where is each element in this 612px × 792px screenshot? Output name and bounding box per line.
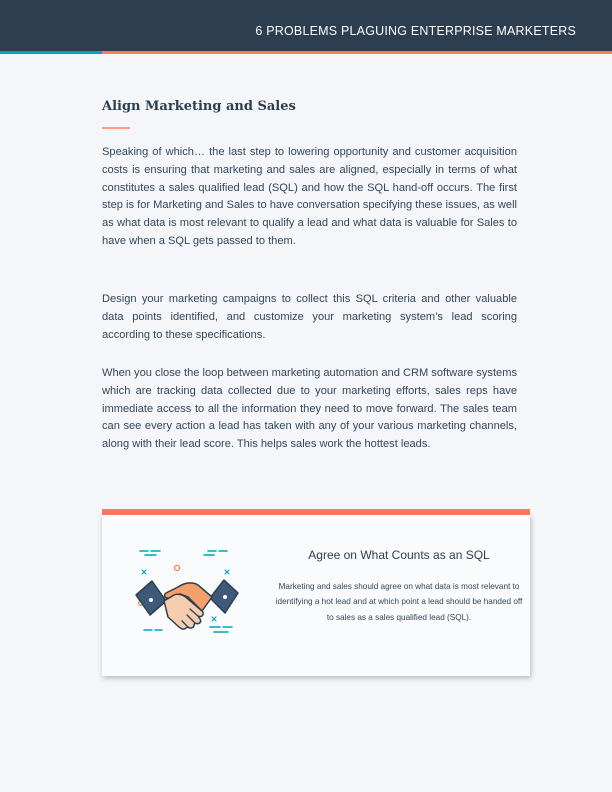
callout-title: Agree on What Counts as an SQL: [308, 548, 490, 562]
callout-card: [102, 515, 530, 676]
heading-underline: [102, 127, 130, 129]
header-bar: [0, 0, 612, 51]
body-paragraph-2: Design your marketing campaigns to collect this SQL criteria and other valuable data points identified, and customize your marketing system’s lead scoring according to these specifications.: [102, 293, 517, 341]
body-paragraph-1: Speaking of which… the last step to lowering opportunity and customer acquisition costs is ensuring that marketing and sales are aligned, especially in terms of what constitutes a sales qualified lead (SQL) and how the SQL hand-off occurs. The first step is for Marketing and Sales to have conversation specifying these issues, as well as what data is most relevant to qualify a lead and what data is valuable for Sales to have when a SQL gets passed to them.: [102, 146, 517, 247]
callout-text: Marketing and sales should agree on what data is most relevant to identifying a hot lead and at which point a lead should be handed off to sales as a sales qualified lead (SQL).: [275, 582, 523, 622]
header-accent-teal: [0, 51, 102, 54]
handshake-icon: [132, 543, 242, 643]
body-paragraph-3: When you close the loop between marketing automation and CRM software systems which are tracking data collected due to your marketing efforts, sales reps have immediate access to all the information they need to move forward. The sales team can see every action a lead has taken with any of your various marketing channels, along with their lead score. This helps sales work the hottest leads.: [102, 367, 517, 451]
section-heading: Align Marketing and Sales: [102, 99, 296, 114]
document-title: 6 PROBLEMS PLAGUING ENTERPRISE MARKETERS: [255, 24, 576, 38]
header-accent-orange: [102, 51, 612, 54]
